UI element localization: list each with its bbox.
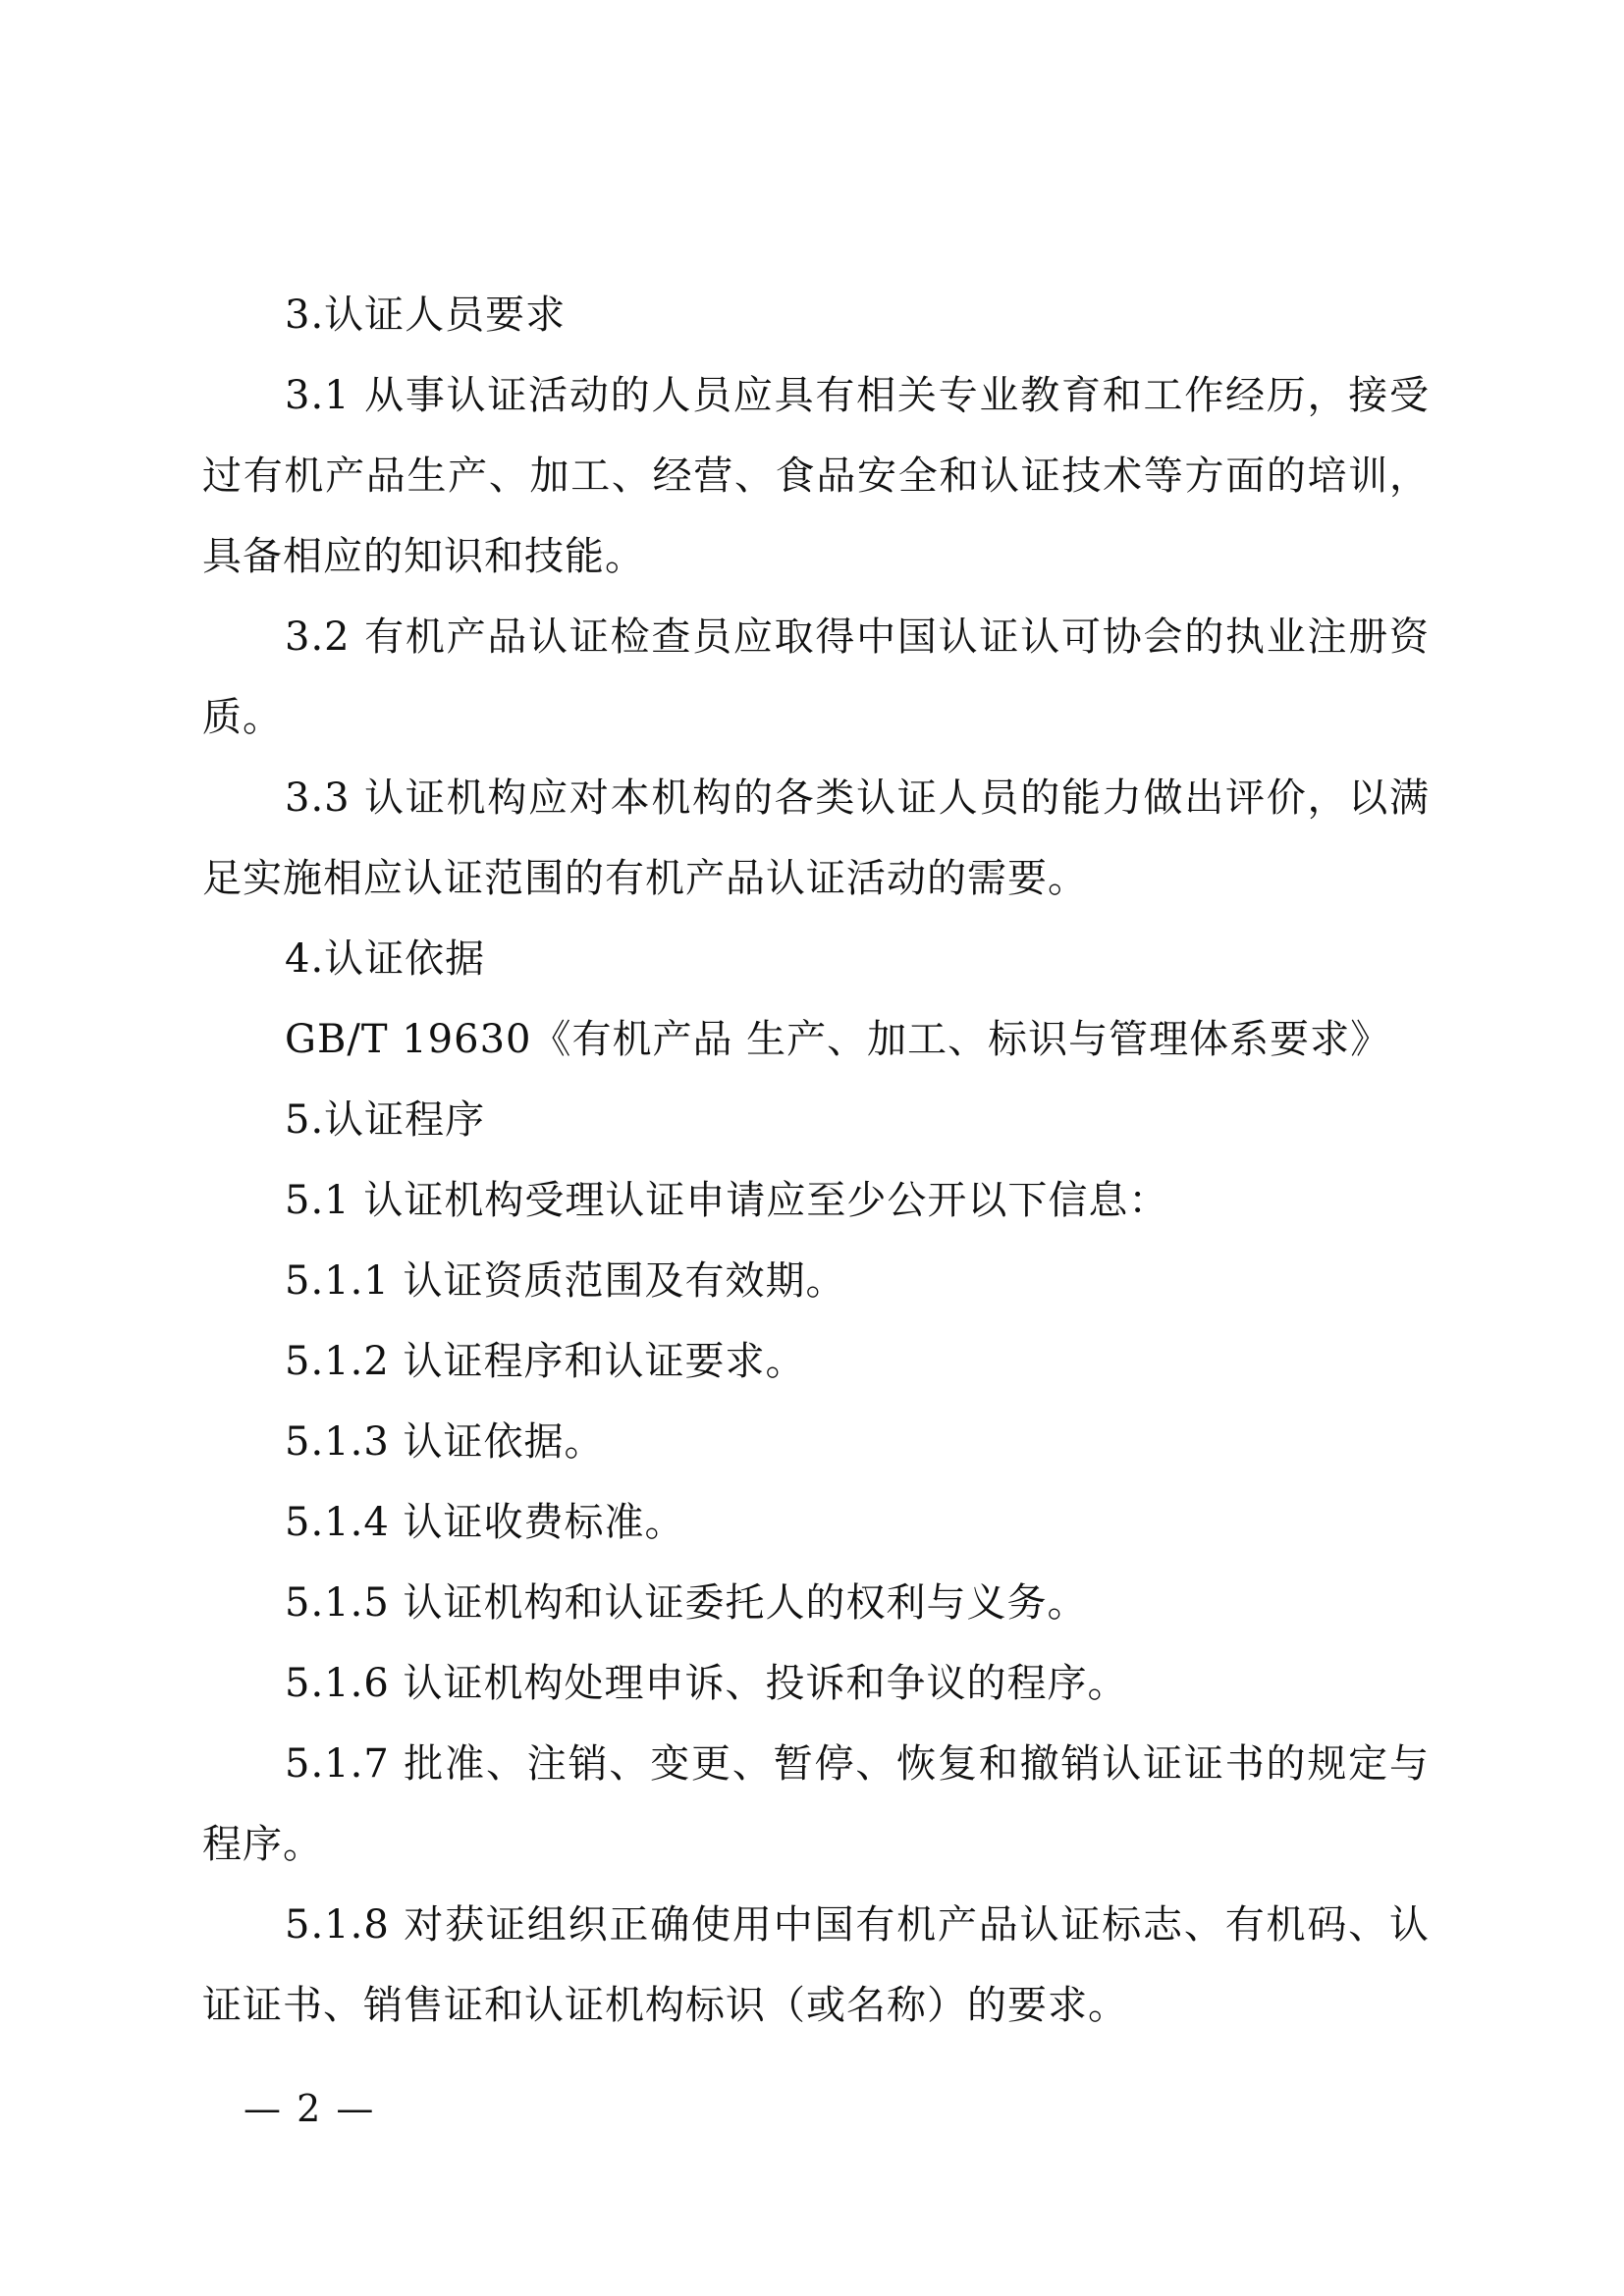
section-heading-3: 3.认证人员要求 bbox=[285, 293, 567, 338]
clause-5-1-4: 5.1.4 认证收费标准。 bbox=[285, 1500, 685, 1545]
clause-5-1-2: 5.1.2 认证程序和认证要求。 bbox=[285, 1339, 806, 1384]
clause-5-1-3: 5.1.3 认证依据。 bbox=[285, 1419, 605, 1465]
section-heading-4: 4.认证依据 bbox=[285, 936, 486, 982]
clause-5-1: 5.1 认证机构受理认证申请应至少公开以下信息： bbox=[285, 1178, 1169, 1223]
clause-5-1-8: 5.1.8 对获证组织正确使用中国有机产品认证标志、有机码、认证证书、销售证和认证机构标识（或名称）的要求。 bbox=[202, 1902, 1430, 2028]
clause-3-1: 3.1 从事认证活动的人员应具有相关专业教育和工作经历，接受过有机产品生产、加工、经营、食品安全和认证技术等方面的培训，具备相应的知识和技能。 bbox=[202, 373, 1430, 579]
clause-5-1-7: 5.1.7 批准、注销、变更、暂停、恢复和撤销认证证书的规定与程序。 bbox=[202, 1741, 1430, 1867]
clause-5-1-6: 5.1.6 认证机构处理申诉、投诉和争议的程序。 bbox=[285, 1661, 1128, 1706]
clause-3-2: 3.2 有机产品认证检查员应取得中国认证认可协会的执业注册资质。 bbox=[202, 614, 1430, 740]
section-heading-5: 5.认证程序 bbox=[285, 1097, 486, 1143]
page-number: — 2 — bbox=[244, 2087, 376, 2130]
document-body bbox=[202, 275, 1430, 2046]
clause-5-1-1: 5.1.1 认证资质范围及有效期。 bbox=[285, 1258, 846, 1304]
clause-5-1-5: 5.1.5 认证机构和认证委托人的权利与义务。 bbox=[285, 1580, 1088, 1626]
clause-3-3: 3.3 认证机构应对本机构的各类认证人员的能力做出评价，以满足实施相应认证范围的有机产品认证活动的需要。 bbox=[202, 775, 1430, 901]
standard-reference: GB/T 19630《有机产品 生产、加工、标识与管理体系要求》 bbox=[285, 1017, 1391, 1062]
